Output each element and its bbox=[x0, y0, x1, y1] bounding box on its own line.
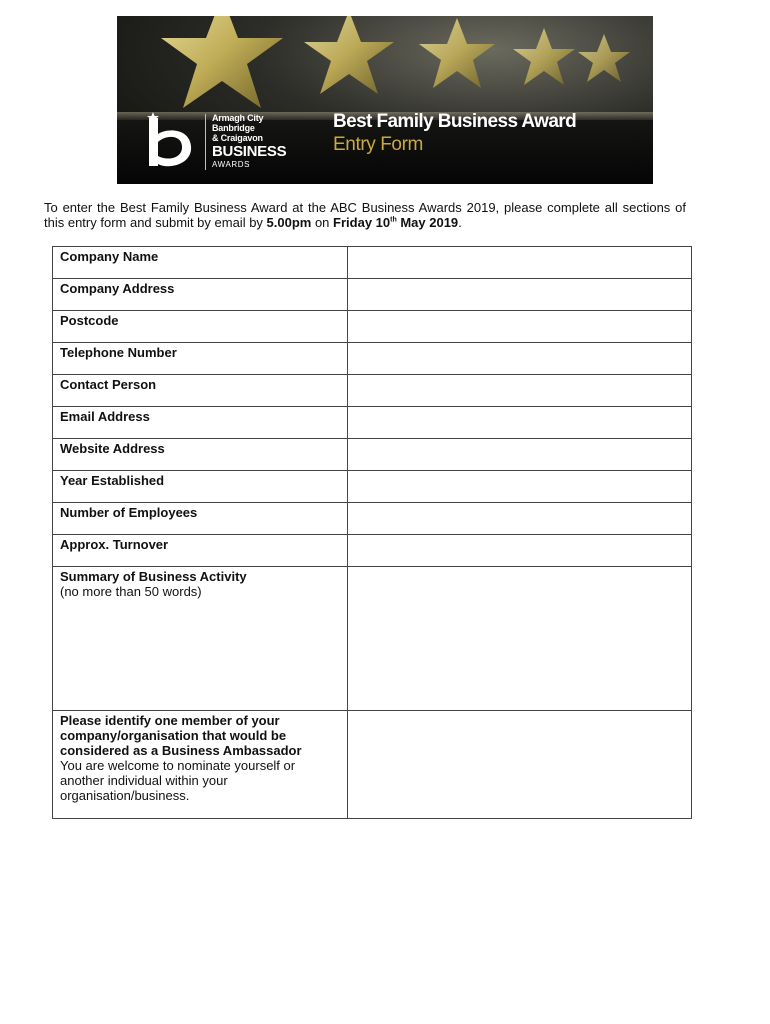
form-row-telephone bbox=[53, 343, 692, 375]
logo-line-2: Banbridge bbox=[212, 123, 255, 133]
award-title: Best Family Business Award bbox=[333, 111, 577, 132]
summary-note: (no more than 50 words) bbox=[60, 584, 202, 599]
intro-text-a: To enter the Best Family Business Award at the ABC Business Awards 2019, please complete all sections of this entry form and submit by email by bbox=[44, 200, 686, 230]
intro-paragraph bbox=[44, 200, 686, 230]
entry-form-table bbox=[52, 246, 692, 819]
input-year-established[interactable] bbox=[348, 471, 692, 503]
form-row-email bbox=[53, 407, 692, 439]
form-row-postcode bbox=[53, 311, 692, 343]
form-row-company-address bbox=[53, 279, 692, 311]
label-email: Email Address bbox=[53, 407, 348, 439]
input-turnover[interactable] bbox=[348, 535, 692, 567]
form-row-contact-person bbox=[53, 375, 692, 407]
form-row-company-name bbox=[53, 247, 692, 279]
ambassador-note: You are welcome to nominate yourself or another individual within your organisation/business. bbox=[60, 758, 296, 803]
logo-business: BUSINESS bbox=[212, 143, 287, 160]
intro-text-c: . bbox=[458, 215, 462, 230]
star-4 bbox=[513, 28, 575, 85]
form-row-turnover bbox=[53, 535, 692, 567]
award-subtitle: Entry Form bbox=[333, 134, 423, 155]
input-website[interactable] bbox=[348, 439, 692, 471]
logo-divider bbox=[205, 114, 206, 170]
input-ambassador[interactable] bbox=[348, 711, 692, 819]
star-1 bbox=[161, 16, 283, 108]
logo-awards: AWARDS bbox=[212, 160, 251, 169]
logo-line-3: & Craigavon bbox=[212, 133, 263, 143]
form-row-ambassador bbox=[53, 711, 692, 819]
intro-date-suffix: th bbox=[390, 216, 397, 224]
header-banner bbox=[117, 16, 653, 184]
input-contact-person[interactable] bbox=[348, 375, 692, 407]
label-website: Website Address bbox=[53, 439, 348, 471]
input-employees[interactable] bbox=[348, 503, 692, 535]
star-5 bbox=[578, 34, 630, 82]
logo-text bbox=[212, 113, 286, 169]
label-contact-person: Contact Person bbox=[53, 375, 348, 407]
label-turnover: Approx. Turnover bbox=[53, 535, 348, 567]
intro-time: 5.00pm bbox=[266, 215, 312, 230]
stars-graphic bbox=[117, 16, 653, 126]
label-ambassador bbox=[53, 711, 348, 819]
input-email[interactable] bbox=[348, 407, 692, 439]
abc-logo-icon bbox=[145, 112, 197, 170]
star-3 bbox=[419, 18, 495, 88]
ambassador-label: Please identify one member of your company/organisation that would be considered as a Business Ambassador bbox=[60, 713, 302, 758]
label-year-established: Year Established bbox=[53, 471, 348, 503]
intro-date-day: Friday 10 bbox=[333, 215, 391, 230]
form-row-website bbox=[53, 439, 692, 471]
intro-date bbox=[333, 215, 458, 230]
input-summary[interactable] bbox=[348, 567, 692, 711]
summary-label: Summary of Business Activity bbox=[60, 569, 247, 584]
form-row-year-established bbox=[53, 471, 692, 503]
input-company-name[interactable] bbox=[348, 247, 692, 279]
label-summary bbox=[53, 567, 348, 711]
input-postcode[interactable] bbox=[348, 311, 692, 343]
star-2 bbox=[304, 16, 394, 94]
label-company-name: Company Name bbox=[53, 247, 348, 279]
intro-date-rest: May 2019 bbox=[396, 215, 459, 230]
intro-text-b: on bbox=[311, 215, 334, 230]
label-postcode: Postcode bbox=[53, 311, 348, 343]
form-row-summary bbox=[53, 567, 692, 711]
form-row-employees bbox=[53, 503, 692, 535]
label-company-address: Company Address bbox=[53, 279, 348, 311]
label-telephone: Telephone Number bbox=[53, 343, 348, 375]
input-company-address[interactable] bbox=[348, 279, 692, 311]
label-employees: Number of Employees bbox=[53, 503, 348, 535]
input-telephone[interactable] bbox=[348, 343, 692, 375]
logo-line-1: Armagh City bbox=[212, 113, 264, 123]
